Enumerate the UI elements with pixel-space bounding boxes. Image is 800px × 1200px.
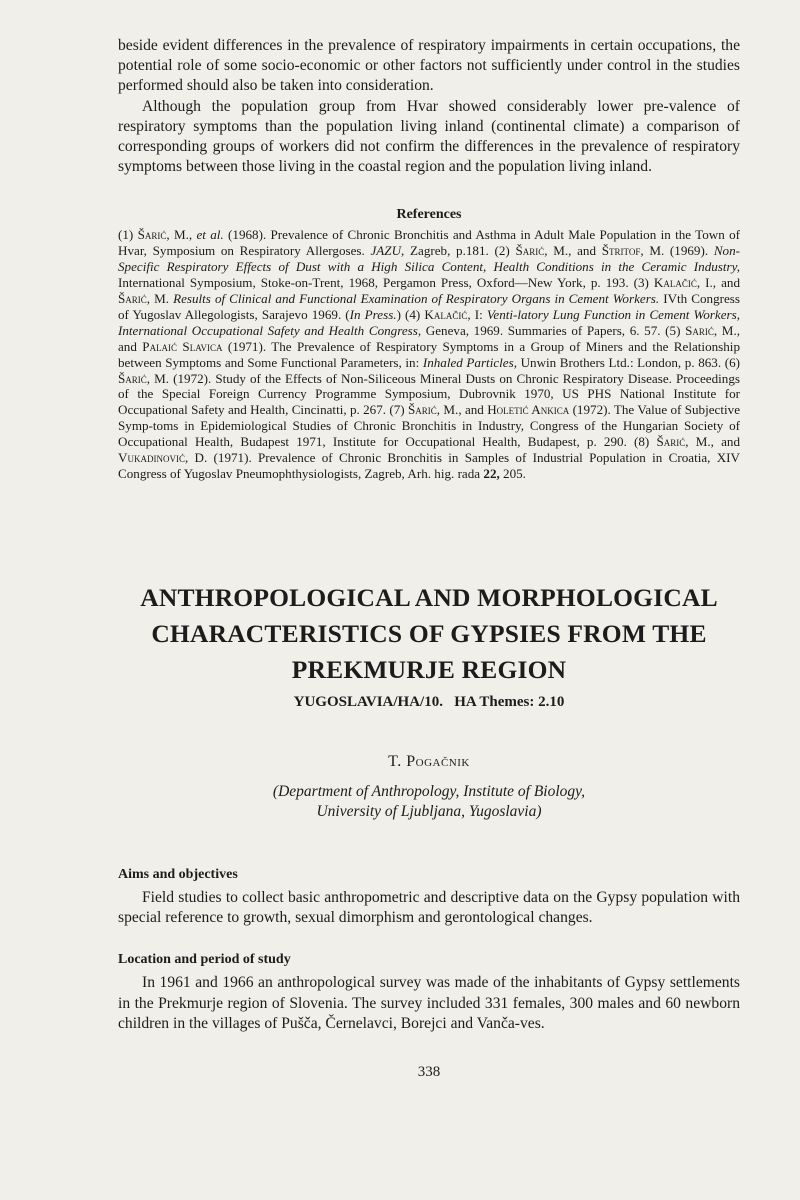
- ref-author: Holetić Ankica: [487, 402, 570, 418]
- page: [118, 36, 740, 1081]
- ref-author: Kalačić: [424, 306, 468, 322]
- ref-author: Šarić: [515, 243, 545, 259]
- location-text: In 1961 and 1966 an anthropological survey was made of the inhabitants of Gypsy settlements in the Prekmurje region of Slovenia. The survey included 331 females, 300 males and 60 newborn children in the villages of Pušča, Černelavci, Borejci and Vanča-ves.: [118, 974, 740, 1032]
- ref-author: Šarić: [408, 402, 437, 418]
- author-affiliation: (Department of Anthropology, Institute of Biology, University of Ljubljana, Yugoslavia): [272, 782, 586, 821]
- ref-author: Šarić: [118, 291, 147, 307]
- aims-text: Field studies to collect basic anthropometric and descriptive data on the Gypsy population with special reference to growth, sexual dimorphism and gerontological changes.: [118, 888, 740, 927]
- ref-author: Šarić: [656, 434, 686, 450]
- intro-paragraph-2: Although the population group from Hvar showed considerably lower pre-valence of respiratory symptoms than the population living inland (continental climate) a comparison of corresponding groups of workers did not confirm the differences in the prevalence of respiratory symptoms between those living in the coastal region and the population living inland.: [118, 97, 740, 176]
- intro-paragraph-1: beside evident differences in the prevalence of respiratory impairments in certain occupations, the potential role of some socio-economic or other factors not sufficiently under control in the studies performed should also be taken into consideration.: [118, 37, 740, 95]
- ref-author: Kalačić: [653, 275, 697, 291]
- article-title-line: ANTHROPOLOGICAL AND MORPHOLOGICAL: [140, 582, 718, 612]
- location-heading: Location and period of study: [118, 952, 291, 968]
- ref-author: Štritof: [601, 243, 641, 259]
- ref-author: Šarić: [137, 227, 167, 243]
- ref-author: Šarić: [118, 370, 147, 386]
- ref-author: Vukadinović: [118, 450, 185, 466]
- article-code: YUGOSLAVIA/HA/10. HA Themes: 2.10: [293, 693, 565, 710]
- ref-author: Palaić Slavica: [142, 338, 223, 354]
- page-number: 338: [417, 1063, 441, 1080]
- ref-author: Sarić: [685, 322, 714, 338]
- article-title-line: PREKMURJE REGION: [291, 654, 567, 684]
- author-name: T. Pogačnik: [388, 752, 470, 770]
- references-heading: References: [396, 207, 462, 223]
- article-title: [118, 580, 740, 688]
- references-list: (1) Šarić, M., et al. (1968). Prevalence of Chronic Bronchitis and Asthma in Adult Male Population in the Town of Hvar, Symposium on Respiratory Allergoses. JAZU, Zagreb, p.181. (2) Šarić, M., and Štritof, M. (1969). Non-Specific Respiratory Effects of Dust with a High Silica Content, Health Conditions in the Ceramic Industry, International Symposium, Stoke-on-Trent, 1968, Pergamon Press, Oxford—New York, p. 193. (3) Kalačić, I., and Šarić, M. Results of Clinical and Functional Examination of Respiratory Organs in Cement Workers. IVth Congress of Yugoslav Allegologists, Sarajevo 1969. (In Press.) (4) Kalačić, I: Venti-latory Lung Function in Cement Workers, International Occupational Safety and Health Congress, Geneva, 1969. Summaries of Papers, 6. 57. (5) Sarić, M., and Palaić Slavica (1971). The Prevalence of Respiratory Symptoms in a Group of Miners and the Relationship between Symptoms and Some Functional Parameters, in: Inhaled Particles, Unwin Brothers Ltd.: London, p. 863. (6) Šarić, M. (1972). Study of the Effects of Non-Siliceous Mineral Dusts on Chronic Respiratory Disease. Proceedings of the Special Foreign Currency Programme Symposium, Dubrovnik 1970, US PHS National Institute for Occupational Safety and Health, Cincinatti, p. 267. (7) Šarić, M., and Holetić Ankica (1972). The Value of Subjective Symp-toms in Epidemiological Studies of Chronic Bronchitis in Industry, Congress of the Hungarian Society of Occupational Health, Budapest 1971, Institute for Occupational Health, Budapest, p. 290. (8) Šarić, M., and Vukadinović, D. (1971). Prevalence of Chronic Bronchitis in Samples of Industrial Population in Croatia, XIV Congress of Yugoslav Pneumophthysiologists, Zagreb, Arh. hig. rada 22, 205.: [118, 227, 741, 482]
- article-title-line: CHARACTERISTICS OF GYPSIES FROM THE: [151, 618, 707, 648]
- aims-heading: Aims and objectives: [118, 866, 238, 882]
